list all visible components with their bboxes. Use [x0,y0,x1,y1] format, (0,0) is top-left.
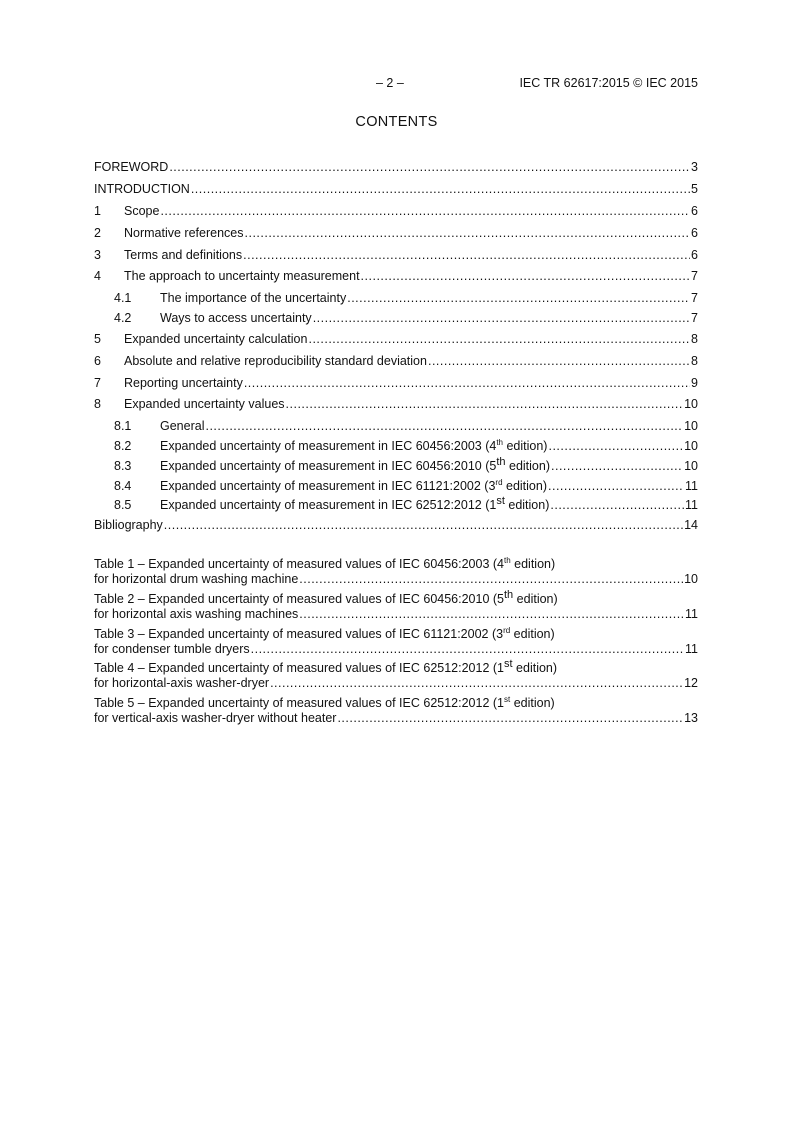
dot-leader [308,330,690,348]
toc-label: Expanded uncertainty of measurement in IEC 60456:2003 (4th edition) [160,437,548,454]
toc-entry-introduction[interactable] [94,180,698,202]
toc-label: The approach to uncertainty measurement [124,269,360,284]
toc-page: 7 [691,311,698,326]
toc-label: INTRODUCTION [94,181,190,196]
toc-page: 3 [691,160,698,174]
table-caption: Table 3 – Expanded uncertainty of measured values of IEC 61121:2002 (3rd edition) [94,625,555,641]
toc-label: The importance of the uncertainty [160,291,347,306]
dot-leader [428,352,690,370]
toc-label: Normative references [124,225,244,240]
toc-page: 11 [685,478,698,493]
table-caption-continued: for horizontal-axis washer-dryer [94,676,270,691]
toc-page: 10 [684,458,698,473]
toc-label: Reporting uncertainty [124,375,243,390]
toc-entry-foreword[interactable] [94,158,698,180]
table-entry-4[interactable] [94,658,698,691]
dot-leader [286,395,684,413]
dot-leader [244,374,690,392]
toc-page: 6 [691,225,698,240]
toc-number: 4 [94,269,101,284]
table-caption: Table 2 – Expanded uncertainty of measured values of IEC 60456:2010 (5th edition) [94,588,558,606]
toc-page: 8 [691,331,698,346]
dot-leader [243,246,690,264]
toc-page: 7 [691,291,698,306]
toc-label: Expanded uncertainty of measurement in IEC 62512:2012 (1st edition) [160,495,550,513]
toc-label: FOREWORD [94,160,169,174]
dot-leader [160,202,690,220]
dot-leader [313,309,690,327]
toc-entry-terms-definitions[interactable] [94,246,698,268]
toc-number: 4.1 [114,291,132,306]
toc-page: 10 [684,419,698,434]
toc-number: 5 [94,331,101,346]
toc-entry-scope[interactable] [94,202,698,224]
toc-entry-ways-access[interactable] [94,309,698,330]
toc-page: 10 [684,397,698,412]
dot-leader [245,224,691,242]
toc-entry-61121-2002[interactable] [94,477,698,497]
table-page: 11 [685,641,698,656]
toc-number: 4.2 [114,311,132,326]
dot-leader [550,496,684,514]
table-page: 11 [685,606,698,621]
table-caption-continued: for horizontal drum washing machine [94,572,299,586]
toc-page: 6 [691,247,698,262]
toc-number: 8 [94,397,101,412]
toc-number: 8.1 [114,419,132,434]
toc-label: Expanded uncertainty of measurement in IEC 61121:2002 (3rd edition) [160,477,548,493]
dot-leader [205,417,683,435]
toc-entry-bibliography[interactable] [94,516,698,538]
table-page: 10 [684,572,698,586]
table-page: 12 [684,676,698,691]
table-caption-continued: for vertical-axis washer-dryer without heater [94,711,337,726]
toc-label: Expanded uncertainty of measurement in IEC 60456:2010 (5th edition) [160,455,550,473]
toc-page: 6 [691,203,698,218]
toc-number: 8.3 [114,458,132,473]
toc-label: Scope [124,203,160,218]
dot-leader [337,711,683,726]
toc-page: 5 [691,181,698,196]
toc-entry-general[interactable] [94,417,698,437]
toc-page: 7 [691,269,698,284]
dot-leader [270,676,683,691]
list-of-tables [94,557,698,731]
table-of-contents [94,158,698,538]
dot-leader [548,477,684,495]
page-number: – 2 – [376,76,404,90]
toc-entry-60456-2003[interactable] [94,437,698,457]
table-entry-3[interactable] [94,627,698,657]
toc-page: 8 [691,353,698,368]
toc-label: General [160,419,205,434]
toc-entry-expanded-values[interactable] [94,395,698,417]
table-entry-5[interactable] [94,696,698,726]
toc-number: 7 [94,375,101,390]
toc-number: 8.5 [114,498,132,513]
dot-leader [164,516,683,534]
table-caption: Table 4 – Expanded uncertainty of measured values of IEC 62512:2012 (1st edition) [94,658,558,676]
dot-leader [548,437,683,455]
toc-label: Bibliography [94,518,163,533]
table-entry-1[interactable] [94,557,698,587]
toc-number: 3 [94,247,101,262]
table-caption-continued: for horizontal axis washing machines [94,606,299,621]
dot-leader [251,642,684,657]
toc-number: 6 [94,353,101,368]
table-page: 13 [684,711,698,726]
dot-leader [361,267,691,285]
dot-leader [299,607,684,622]
dot-leader [191,180,690,198]
toc-entry-60456-2010[interactable] [94,457,698,477]
toc-label: Absolute and relative reproducibility standard deviation [124,353,427,368]
toc-entry-reproducibility[interactable] [94,352,698,374]
table-entry-2[interactable] [94,588,698,622]
table-caption: Table 1 – Expanded uncertainty of measured values of IEC 60456:2003 (4th edition) [94,555,556,571]
toc-number: 8.4 [114,478,132,493]
toc-label: Ways to access uncertainty [160,311,312,326]
dot-leader [299,572,683,587]
toc-entry-expanded-calc[interactable] [94,330,698,352]
toc-label: Expanded uncertainty values [124,397,285,412]
toc-page: 11 [685,498,698,513]
toc-page: 14 [684,518,698,533]
toc-label: Terms and definitions [124,247,243,262]
toc-number: 2 [94,225,101,240]
toc-entry-reporting[interactable] [94,374,698,396]
table-caption: Table 5 – Expanded uncertainty of measured values of IEC 62512:2012 (1st edition) [94,695,555,711]
toc-page: 9 [691,375,698,390]
toc-entry-62512-2012[interactable] [94,496,698,516]
toc-entry-approach[interactable] [94,267,698,289]
toc-entry-normative-references[interactable] [94,224,698,246]
toc-entry-importance[interactable] [94,289,698,309]
dot-leader [347,289,690,307]
contents-title: CONTENTS [355,114,438,130]
toc-number: 8.2 [114,439,132,454]
dot-leader [169,158,690,176]
table-caption-continued: for condenser tumble dryers [94,641,250,656]
toc-number: 1 [94,203,101,218]
document-reference: IEC TR 62617:2015 © IEC 2015 [519,76,698,90]
dot-leader [551,457,683,475]
toc-label: Expanded uncertainty calculation [124,331,308,346]
toc-page: 10 [684,439,698,454]
